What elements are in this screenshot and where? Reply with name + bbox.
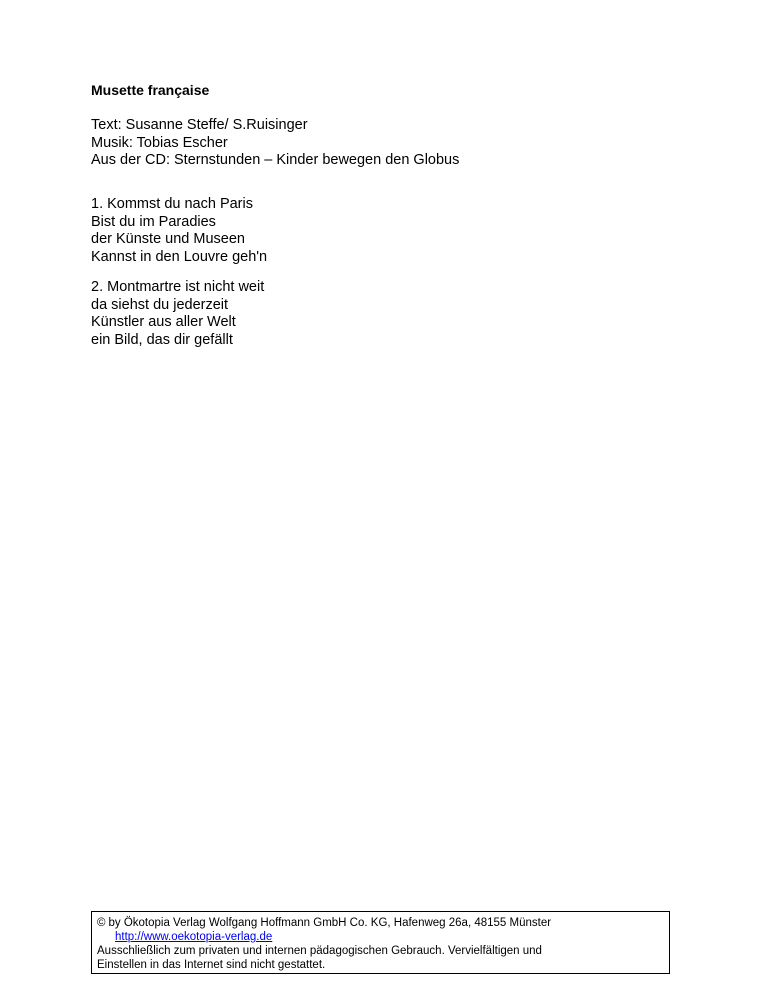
credit-cd: Aus der CD: Sternstunden – Kinder bewegen den Globus <box>91 152 460 168</box>
copyright-line <box>97 916 664 930</box>
copyright-text: by Ökotopia Verlag Wolfgang Hoffmann GmbH Co. KG, Hafenweg 26a, 48155 Münster <box>108 917 552 929</box>
verse-line: Kannst in den Louvre geh'n <box>91 248 268 265</box>
credit-lyrics: Text: Susanne Steffe/ S.Ruisinger <box>91 117 308 133</box>
copyright-footer <box>91 911 670 974</box>
usage-notice-line-1: Ausschließlich zum privaten und internen pädagogischen Gebrauch. Vervielfältigen und <box>97 945 542 957</box>
verse-2 <box>91 279 264 349</box>
verse-line: Künstler aus aller Welt <box>91 314 236 330</box>
publisher-website-link[interactable]: http://www.oekotopia-verlag.de <box>115 931 273 943</box>
song-title: Musette française <box>91 82 210 98</box>
credit-music: Musik: Tobias Escher <box>91 134 228 151</box>
verse-line: 2. Montmartre ist nicht weit <box>91 279 265 295</box>
verse-line: der Künste und Museen <box>91 231 245 247</box>
verse-line: Bist du im Paradies <box>91 213 216 230</box>
verse-line: ein Bild, das dir gefällt <box>91 331 233 348</box>
website-line <box>97 930 664 944</box>
verse-1 <box>91 196 267 266</box>
copyright-icon: © <box>97 917 106 929</box>
song-credits <box>91 117 459 170</box>
verse-line: da siehst du jederzeit <box>91 296 229 313</box>
verse-line: 1. Kommst du nach Paris <box>91 196 253 212</box>
usage-notice-line-2: Einstellen in das Internet sind nicht gestattet. <box>97 959 326 971</box>
